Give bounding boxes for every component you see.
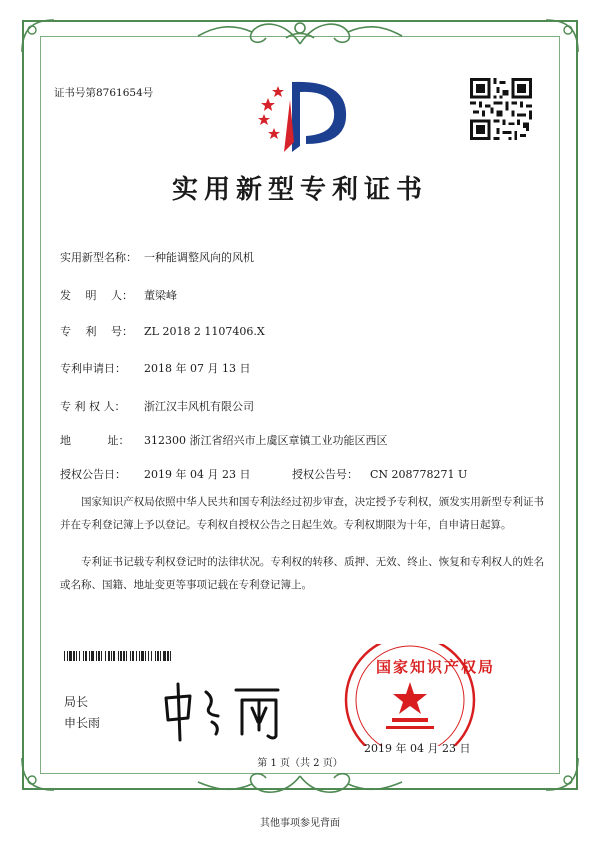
field-label-patentee: 专 利 权 人： bbox=[60, 400, 126, 413]
field-label-application-date: 专利申请日： bbox=[60, 362, 126, 375]
seal-date: 2019 年 04 月 23 日 bbox=[364, 742, 471, 755]
cnipa-logo bbox=[254, 78, 352, 158]
grant-date-value: 2019 年 04 月 23 日 bbox=[144, 468, 251, 481]
bottom-ornament bbox=[190, 772, 410, 800]
grant-number-value: CN 208778271 U bbox=[370, 468, 468, 481]
page-number: 第 1 页（共 2 页） bbox=[257, 758, 343, 769]
certificate-title: 实用新型专利证书 bbox=[171, 175, 428, 205]
seal-text: 国家知识产权局 bbox=[376, 658, 496, 676]
field-label-utility-name: 实用新型名称： bbox=[60, 251, 137, 264]
field-value-application-date: 2018 年 07 月 13 日 bbox=[144, 362, 251, 375]
field-value-inventor: 董梁峰 bbox=[144, 289, 177, 302]
corner-ornament-top-left bbox=[18, 16, 58, 56]
director-title: 局长 bbox=[64, 695, 89, 709]
field-value-patentee: 浙江汉丰风机有限公司 bbox=[144, 400, 254, 413]
field-label-inventor: 发 明 人： bbox=[60, 289, 133, 302]
handwritten-signature bbox=[160, 678, 290, 748]
director-name: 申长雨 bbox=[64, 716, 101, 730]
qr-code bbox=[470, 78, 532, 140]
back-note: 其他事项参见背面 bbox=[260, 818, 340, 829]
field-label-patent-number: 专 利 号： bbox=[60, 325, 133, 338]
barcode bbox=[64, 651, 274, 661]
certificate-number: 证书号第8761654号 bbox=[54, 87, 154, 99]
field-value-address: 312300 浙江省绍兴市上虞区章镇工业功能区西区 bbox=[144, 434, 388, 447]
top-ornament bbox=[190, 14, 410, 48]
legal-status-paragraph: 专利证书记载专利权登记时的法律状况。专利权的转移、质押、无效、终止、恢复和专利权人的姓名或名称、国籍、地址变更等事项记载在专利登记簿上。 bbox=[60, 556, 544, 591]
field-value-patent-number: ZL 2018 2 1107406.X bbox=[144, 325, 265, 338]
grant-number-label: 授权公告号： bbox=[292, 468, 358, 481]
field-label-address: 地 址： bbox=[60, 434, 130, 447]
grant-date-label: 授权公告日： bbox=[60, 468, 126, 481]
corner-ornament-top-right bbox=[542, 16, 582, 56]
field-value-utility-name: 一种能调整风向的风机 bbox=[144, 251, 254, 264]
grant-statement-paragraph: 国家知识产权局依照中华人民共和国专利法经过初步审查，决定授予专利权，颁发实用新型专利证书并在专利登记簿上予以登记。专利权自授权公告之日起生效。专利权期限为十年，自申请日起算。 bbox=[60, 496, 544, 531]
